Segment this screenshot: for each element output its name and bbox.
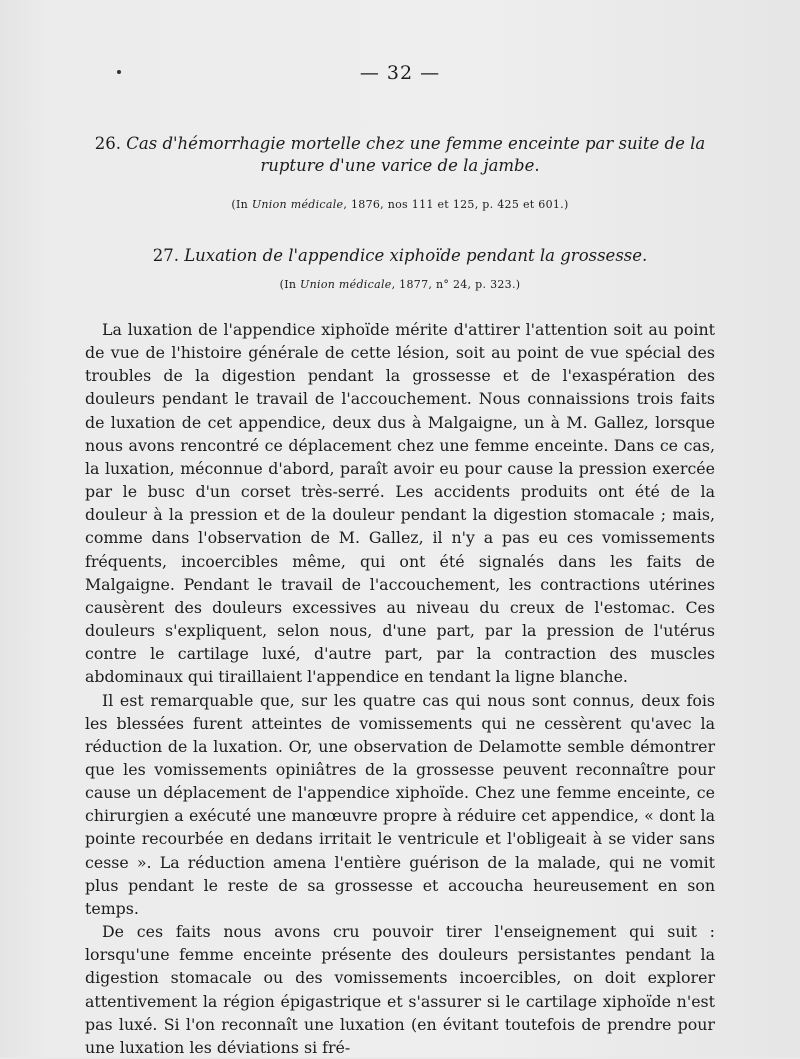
entry-title-text: Luxation de l'appendice xiphoïde pendant la grossesse.	[184, 246, 648, 265]
page-number: — 32 —	[359, 62, 441, 84]
entry-26-title	[90, 133, 710, 177]
entry-27-citation	[90, 278, 710, 291]
body-text	[85, 318, 715, 1059]
citation-prefix: (In	[231, 198, 249, 211]
citation-journal: Union médicale	[300, 278, 392, 291]
paragraph: De ces faits nous avons cru pouvoir tirer l'enseignement qui suit : lorsqu'une femme enceinte présente des douleurs persistantes pendant la digestion stomacale ou des vomissements incoercibles, on doit explorer attentivement la région épigastrique et s'assurer si le cartilage xiphoïde n'est pas luxé. Si l'on reconnaît une luxation (en évitant toutefois de prendre pour une luxation les déviations si fré-	[85, 922, 715, 1057]
citation-prefix: (In	[279, 278, 297, 291]
entry-26-citation	[90, 198, 710, 211]
paragraph: Il est remarquable que, sur les quatre cas qui nous sont connus, deux fois les blessées furent atteintes de vomissements qui ne cessèrent qu'avec la réduction de la luxation. Or, une observation de Delamotte semble démontrer que les vomissements opiniâtres de la grossesse peuvent reconnaître pour cause un déplacement de l'appendice xiphoïde. Chez une femme enceinte, ce chirurgien a exécuté une manœuvre propre à réduire cet appendice, « dont la pointe recourbée en dedans irritait le ventricule et l'obligeait à se vider sans cesse ». La réduction amena l'entière guérison de la malade, qui ne vomit plus pendant le reste de sa grossesse et accoucha heureusement en son temps.	[85, 690, 715, 918]
entry-number: 26.	[94, 134, 122, 153]
citation-journal: Union médicale	[251, 198, 344, 211]
paragraph: La luxation de l'appendice xiphoïde mérite d'attirer l'attention soit au point de vue de l'histoire générale de cette lésion, soit au point de vue spécial des troubles de la digestion pendant la grossesse et de l'exaspération des douleurs pendant le travail de l'accouchement. Nous connaissions trois faits de luxation de cet appendice, deux dus à Malgaigne, un à M. Gallez, lorsque nous avons rencontré ce déplacement chez une femme enceinte. Dans ce cas, la luxation, méconnue d'abord, paraît avoir eu pour cause la pression exercée par le busc d'un corset très-serré. Les accidents produits ont été de la douleur à la pression et de la douleur pendant la digestion stomacale ; mais, comme dans l'observation de M. Gallez, il n'y a pas eu ces vomissements fréquents, incoercibles même, qui ont été signalés dans les faits de Malgaigne. Pendant le travail de l'accouchement, les contractions utérines causèrent des douleurs excessives au niveau du creux de l'estomac. Ces douleurs s'expliquent, selon nous, d'une part, par la pression de l'utérus contre le cartilage luxé, d'autre part, par la contraction des muscles abdominaux qui tiraillaient l'appendice en tendant la ligne blanche.	[85, 320, 715, 687]
citation-details: , 1876, nos 111 et 125, p. 425 et 601.)	[343, 198, 569, 211]
citation-details: , 1877, n° 24, p. 323.)	[391, 278, 521, 291]
entry-title-text: Cas d'hémorrhagie mortelle chez une femme enceinte par suite de la rupture d'une varice de la jambe.	[126, 134, 706, 175]
entry-number: 27.	[152, 246, 179, 265]
entry-27-title	[90, 245, 710, 267]
